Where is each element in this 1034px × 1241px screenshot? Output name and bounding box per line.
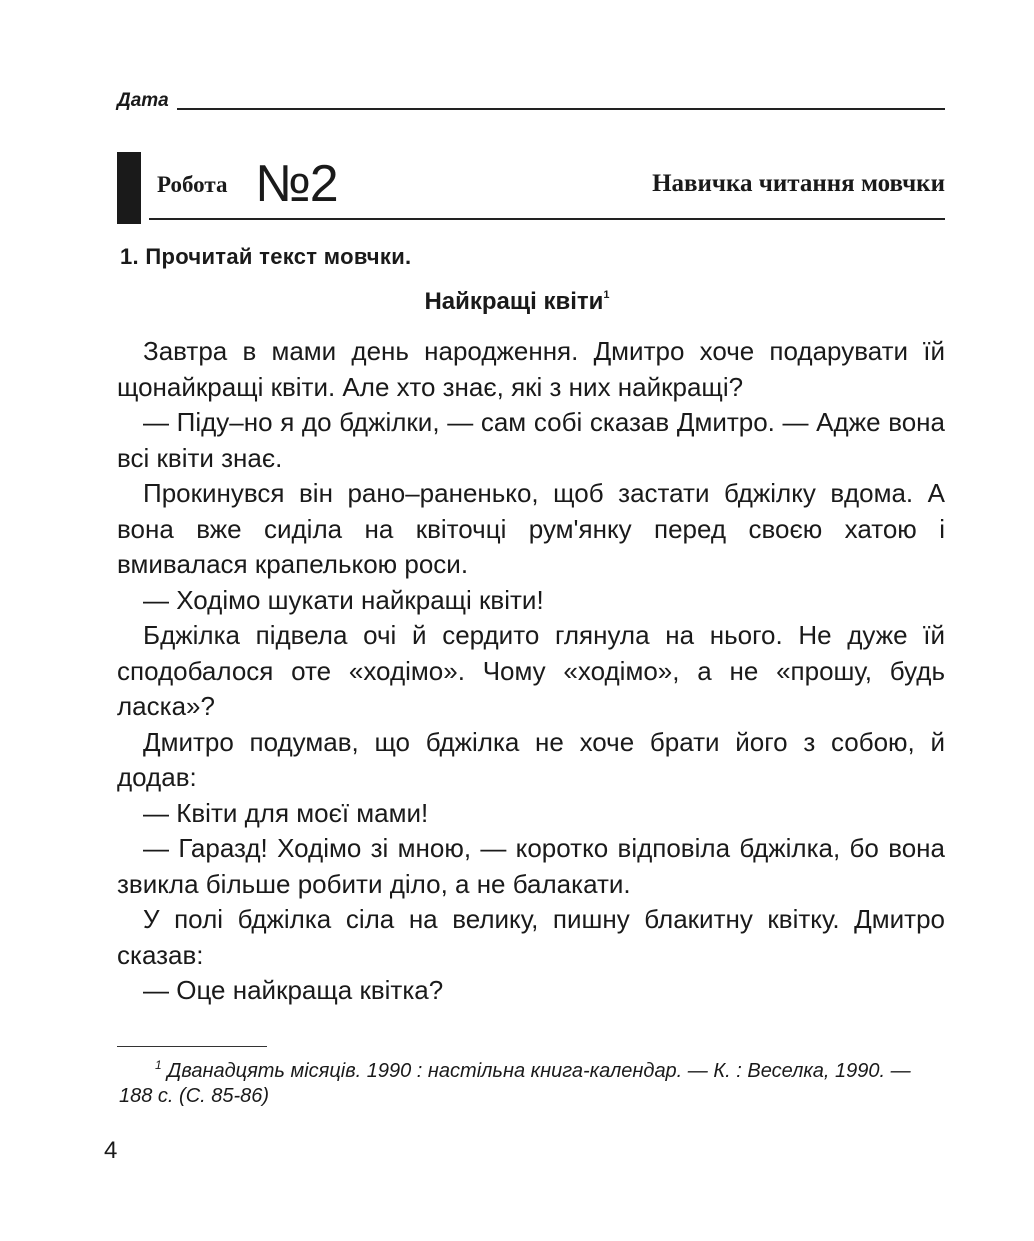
story-title-text: Найкращі квіти (424, 288, 604, 315)
story-title (0, 288, 1034, 316)
date-row (117, 90, 945, 112)
task-instruction: 1. Прочитай текст мовчки. (120, 244, 412, 269)
footnote-text: Дванадцять місяців. 1990 : настільна книга-календар. — К. : Веселка, 1990. — 188 с. (С. 85-86) (119, 1060, 911, 1107)
story-paragraph: — Оце найкраща квітка? (143, 975, 444, 1005)
footnote-divider (117, 1046, 267, 1047)
story-title-footnote-mark: 1 (603, 289, 610, 301)
work-number: №2 (255, 155, 338, 213)
story-paragraph: Бджілка підвела очі й сердито глянула на нього. Не дуже їй сподобалося оте «ходімо». Чому «ходімо», а не «прошу, будь ласка»? (117, 620, 945, 721)
story-paragraph: — Ходімо шукати найкращі квіти! (143, 584, 544, 615)
page-number: 4 (104, 1137, 118, 1164)
title-divider (149, 218, 945, 220)
story-paragraph: — Піду–но я до бджілки, — сам собі сказав Дмитро. — Адже вона всі квіти знає. (117, 407, 945, 473)
date-blank-line[interactable] (177, 108, 945, 110)
story-paragraph: — Гаразд! Ходімо зі мною, — коротко відповіла бджілка, бо вона звикла більше робити діло, а не балакати. (117, 833, 945, 899)
footnote-mark: 1 (155, 1058, 162, 1072)
title-accent-bar (117, 152, 141, 224)
work-topic: Навичка читання мовчки (652, 170, 945, 197)
story-paragraph: Прокинувся він рано–раненько, щоб застати бджілку вдома. А вона вже сиділа на квіточці рум'янку перед своєю хатою і вмивалася крапелькою роси. (117, 478, 945, 579)
story-paragraph: У полі бджілка сіла на велику, пишну блакитну квітку. Дмитро сказав: (117, 904, 945, 970)
story-paragraph: Дмитро подумав, що бджілка не хоче брати його з собою, й додав: (117, 726, 945, 792)
work-title-block (117, 152, 945, 224)
story-paragraph: Завтра в мами день народження. Дмитро хоче подарувати їй щонайкращі квіти. Але хто знає, які з них найкращі? (117, 336, 945, 402)
footnote (119, 1053, 939, 1109)
story-text (117, 334, 945, 1009)
work-label: Робота (157, 172, 228, 197)
date-label: Дата (117, 90, 169, 111)
story-paragraph: — Квіти для моєї мами! (143, 797, 429, 828)
